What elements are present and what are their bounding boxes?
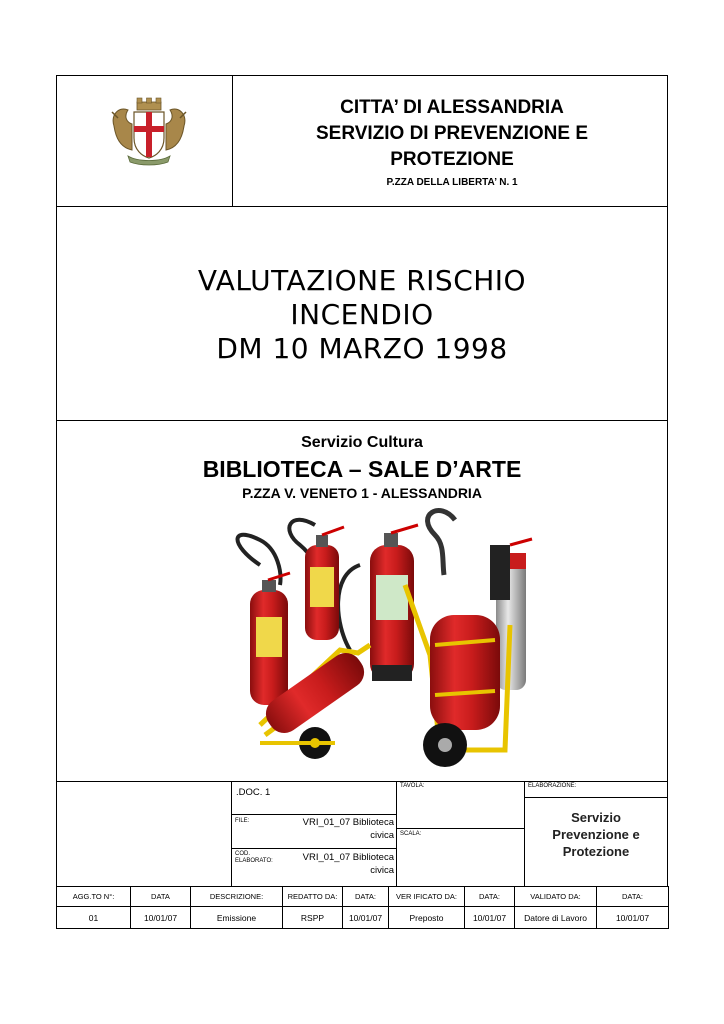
city-crest-logo xyxy=(108,96,190,168)
rev-cell: 01 xyxy=(57,907,131,929)
rev-cell: Preposto xyxy=(389,907,465,929)
title-line-2: INCENDIO xyxy=(290,298,434,331)
revision-row xyxy=(57,907,669,929)
doc-number: .DOC. 1 xyxy=(236,787,271,798)
rev-header-cell: DATA: xyxy=(597,887,669,907)
elaborazione-label: ELABORAZIONE: xyxy=(528,783,577,789)
info-div-2 xyxy=(396,781,397,887)
revision-header-row xyxy=(57,887,669,907)
rev-cell: 10/01/07 xyxy=(343,907,389,929)
scala-label: SCALA: xyxy=(400,831,422,837)
cod-value: VRI_01_07 Biblioteca civica xyxy=(302,852,394,876)
rev-cell: RSPP xyxy=(283,907,343,929)
rev-header-cell: VER IFICATO DA: xyxy=(389,887,465,907)
info-hline-left-2 xyxy=(231,848,397,849)
file-value: VRI_01_07 Biblioteca civica xyxy=(302,817,394,841)
rev-cell: Datore di Lavoro xyxy=(515,907,597,929)
rev-header-cell: VALIDATO DA: xyxy=(515,887,597,907)
header-line-2: SERVIZIO DI PREVENZIONE E xyxy=(315,123,589,144)
info-hline-elab xyxy=(524,797,668,798)
file-label: FILE: xyxy=(235,818,250,824)
rev-header-cell: DATA: xyxy=(465,887,515,907)
info-hline-left-1 xyxy=(231,814,397,815)
rev-cell: 10/01/07 xyxy=(465,907,515,929)
title-line-3: DM 10 MARZO 1998 xyxy=(216,332,508,365)
rev-cell: Emissione xyxy=(191,907,283,929)
rev-cell: 10/01/07 xyxy=(131,907,191,929)
rev-cell: 10/01/07 xyxy=(597,907,669,929)
header-address: P.ZZA DELLA LIBERTA’ N. 1 xyxy=(386,177,518,188)
rev-header-cell: DESCRIZIONE: xyxy=(191,887,283,907)
info-div-1 xyxy=(231,781,232,887)
header-line-3: PROTEZIONE xyxy=(390,149,514,170)
title-line-1: VALUTAZIONE RISCHIO xyxy=(197,264,527,297)
revision-table xyxy=(56,886,668,928)
rev-header-cell: DATA: xyxy=(343,887,389,907)
rev-header-cell: REDATTO DA: xyxy=(283,887,343,907)
cod-label: COD. ELABORATO: xyxy=(235,851,273,864)
header-divider xyxy=(232,75,233,207)
site-address: P.ZZA V. VENETO 1 - ALESSANDRIA xyxy=(242,485,482,501)
tavola-label: TAVOLA: xyxy=(400,783,425,789)
site-name: BIBLIOTECA – SALE D’ARTE xyxy=(202,456,522,482)
header-line-1: CITTA’ DI ALESSANDRIA xyxy=(340,97,564,118)
rev-header-cell: DATA xyxy=(131,887,191,907)
elaborazione-value: Servizio Prevenzione e Protezione xyxy=(552,810,640,859)
rev-header-cell: AGG.TO N°: xyxy=(57,887,131,907)
site-service: Servizio Cultura xyxy=(301,434,423,451)
fire-extinguishers-image xyxy=(220,505,540,773)
info-hline-mid xyxy=(396,828,524,829)
